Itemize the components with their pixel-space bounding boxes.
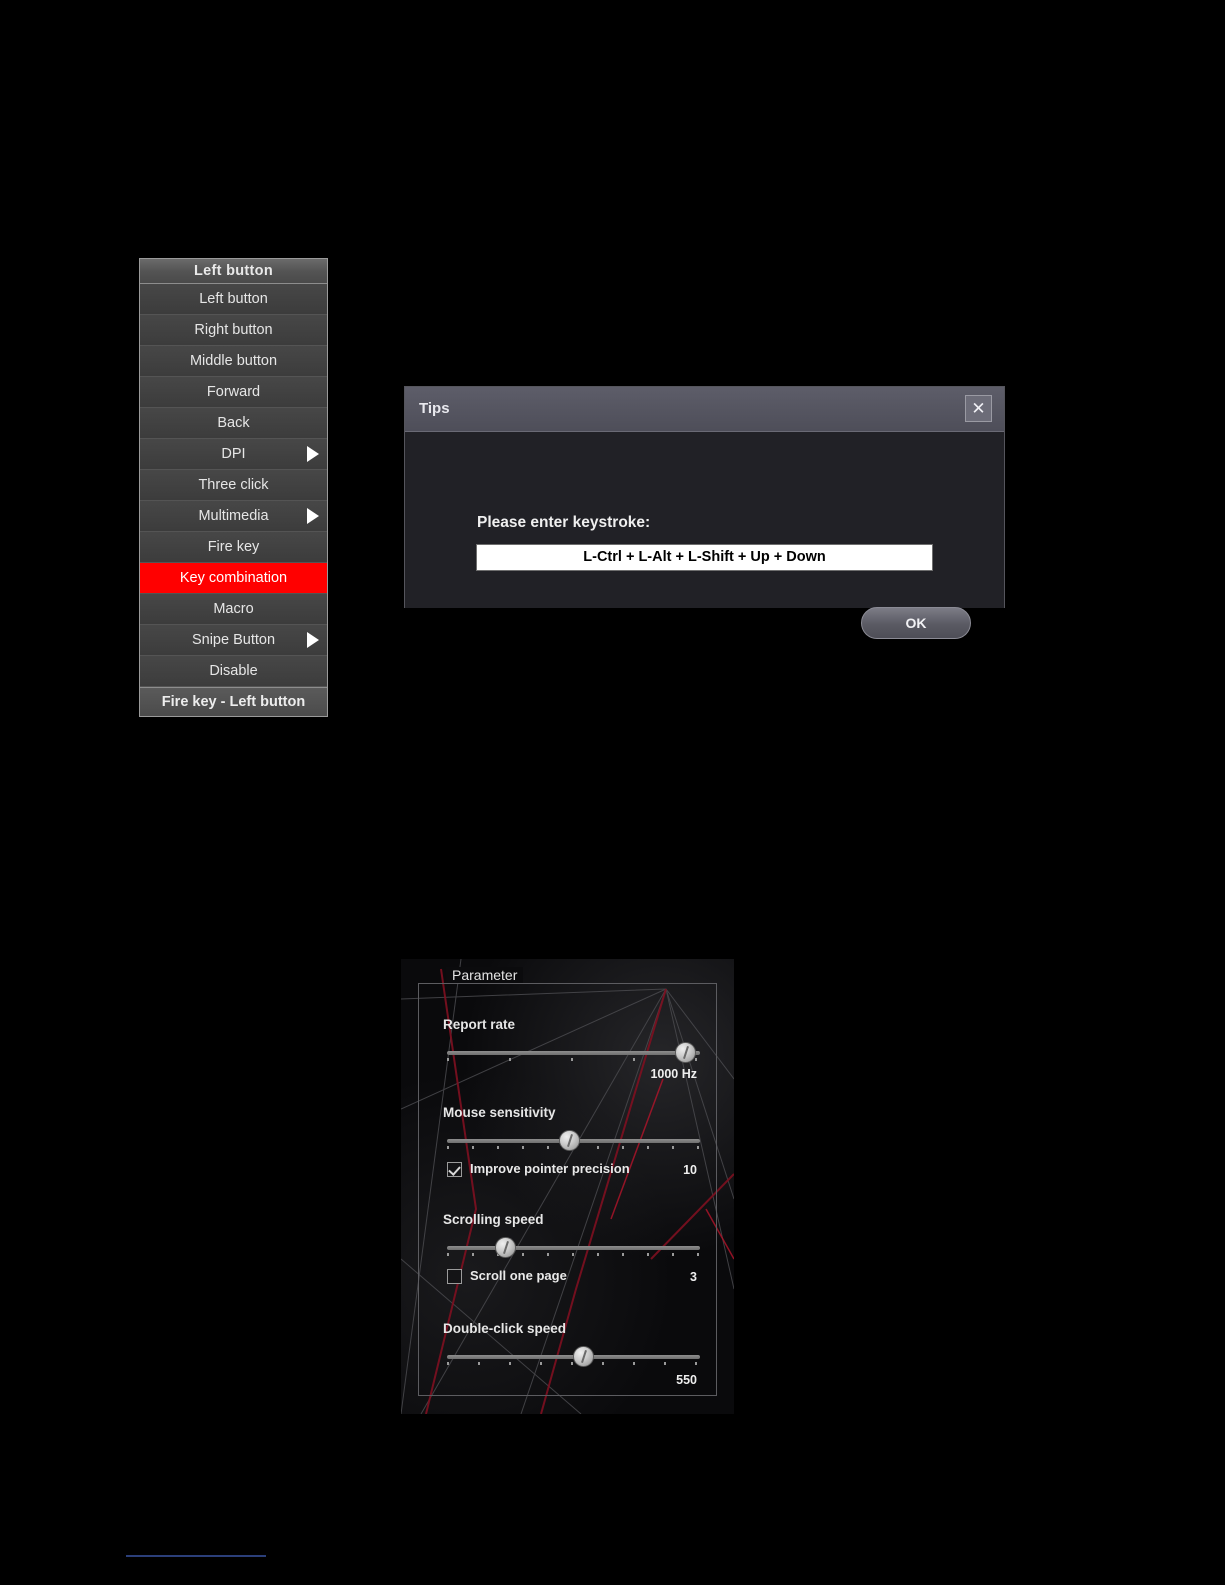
mouse-sensitivity-value: 10 [683,1163,697,1177]
scrolling-speed-slider[interactable] [447,1246,700,1250]
parameter-group-title: Parameter [446,967,523,983]
tips-dialog [404,386,1005,631]
parameter-panel [401,959,734,1414]
menu-item-label: Disable [209,663,258,679]
mouse-sensitivity-slider[interactable] [447,1139,700,1143]
menu-item-back[interactable] [140,408,327,439]
report-rate-slider-knob[interactable] [675,1042,696,1063]
menu-item-label: Forward [206,384,261,400]
chevron-right-icon [307,508,319,524]
menu-item-right-button[interactable] [140,315,327,346]
keystroke-input[interactable]: L-Ctrl + L-Alt + L-Shift + Up + Down [476,544,933,571]
menu-item-label: Three click [198,477,269,493]
dialog-body [405,432,1004,631]
page-footer-link-artifact [126,1555,266,1557]
menu-item-disable[interactable] [140,656,327,687]
menu-item-label: Macro [213,601,254,617]
scroll-one-page-label: Scroll one page [470,1268,567,1283]
context-menu-header: Left button [140,259,327,284]
context-menu-footer-status: Fire key - Left button [140,687,327,716]
mouse-sensitivity-slider-knob[interactable] [559,1130,580,1151]
menu-item-fire-key[interactable] [140,532,327,563]
menu-item-label: Left button [199,291,268,307]
chevron-right-icon [307,632,319,648]
ok-button[interactable]: OK [861,607,971,639]
close-icon[interactable]: ✕ [965,395,992,422]
scrolling-speed-slider-knob[interactable] [495,1237,516,1258]
menu-item-left-button[interactable] [140,284,327,315]
menu-item-label: DPI [221,446,246,462]
menu-item-label: Key combination [179,570,288,586]
dialog-title-bar [405,387,1004,432]
scrolling-speed-label: Scrolling speed [443,1212,544,1227]
scrolling-speed-value: 3 [690,1270,697,1284]
improve-pointer-precision-label: Improve pointer precision [470,1161,630,1176]
menu-item-multimedia[interactable] [140,501,327,532]
menu-item-label: Back [217,415,250,431]
double-click-speed-label: Double-click speed [443,1321,567,1336]
keystroke-prompt-label: Please enter keystroke: [477,514,651,531]
double-click-speed-slider-knob[interactable] [573,1346,594,1367]
improve-pointer-precision-checkbox[interactable] [447,1162,462,1177]
double-click-speed-value: 550 [676,1373,697,1387]
double-click-speed-slider[interactable] [447,1355,700,1359]
context-menu-items[interactable] [140,284,327,687]
menu-item-middle-button[interactable] [140,346,327,377]
chevron-right-icon [307,446,319,462]
menu-item-forward[interactable] [140,377,327,408]
report-rate-value: 1000 Hz [650,1067,697,1081]
menu-item-macro[interactable] [140,594,327,625]
report-rate-label: Report rate [443,1017,516,1032]
menu-item-dpi[interactable] [140,439,327,470]
menu-item-label: Fire key [207,539,260,555]
scroll-one-page-checkbox[interactable] [447,1269,462,1284]
report-rate-slider[interactable] [447,1051,700,1055]
menu-item-label: Middle button [189,353,278,369]
menu-item-key-combination[interactable] [140,563,327,594]
menu-item-label: Snipe Button [191,632,276,648]
menu-item-snipe-button[interactable] [140,625,327,656]
menu-item-three-click[interactable] [140,470,327,501]
menu-item-label: Right button [194,322,273,338]
button-assignment-context-menu[interactable] [139,258,328,717]
menu-item-label: Multimedia [198,508,269,524]
mouse-sensitivity-label: Mouse sensitivity [443,1105,556,1120]
dialog-title-text: Tips [419,400,450,417]
